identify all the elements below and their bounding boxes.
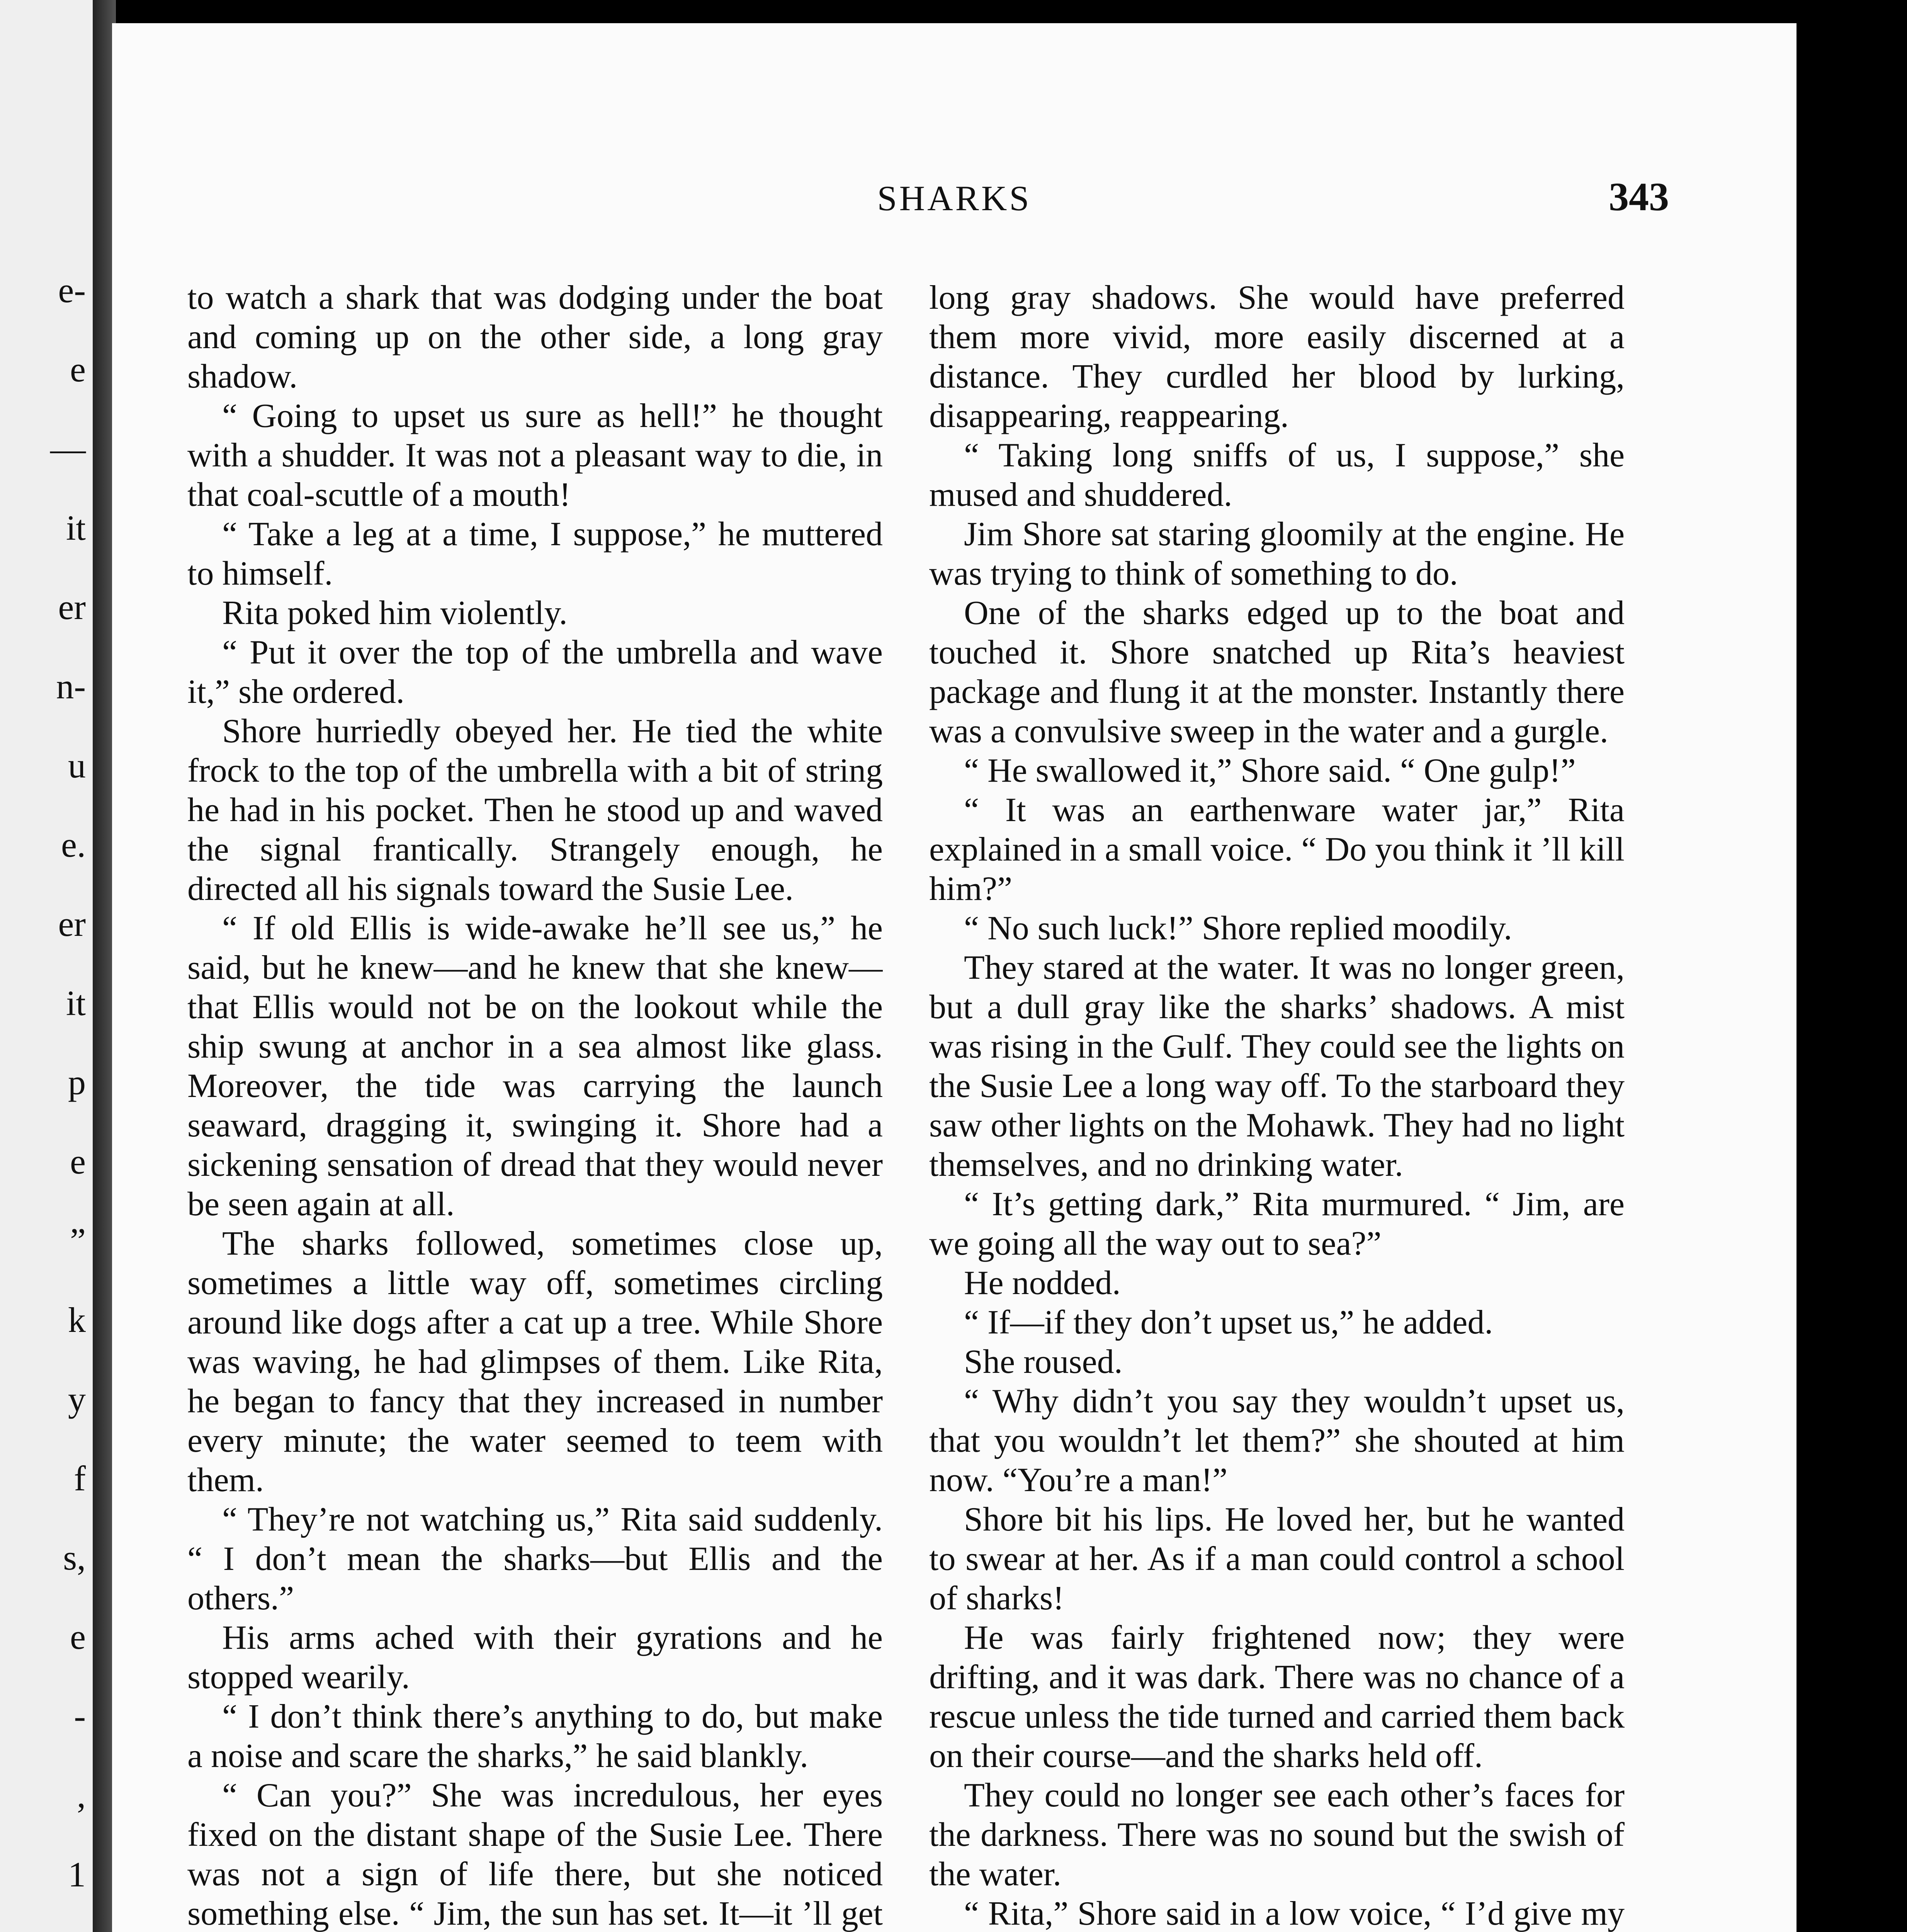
page-number: 343 bbox=[1609, 175, 1669, 219]
facing-page-fragment: e bbox=[70, 1142, 86, 1181]
facing-page-fragment: f bbox=[74, 1459, 86, 1498]
facing-page-fragment: e. bbox=[61, 825, 86, 864]
paragraph: “ I don’t think there’s anything to do, but make a noise and scare the sharks,” he said blankly. bbox=[187, 1698, 883, 1775]
paragraph: He nodded. bbox=[964, 1264, 1121, 1302]
facing-page-fragment: k bbox=[68, 1300, 86, 1340]
paragraph: The sharks followed, sometimes close up, sometimes a little way off, sometimes circling around like dogs after a cat up a tree. While Shore was waving, he had glimpses of them. Like Rita, he began to fancy that they increased in number every minute; the water seemed to teem with them. bbox=[187, 1225, 883, 1499]
facing-page-fragment: ” bbox=[70, 1221, 86, 1260]
facing-page-fragment: - bbox=[74, 1696, 86, 1736]
paragraph: “ Taking long sniffs of us, I suppose,” she mused and shuddered. bbox=[929, 437, 1625, 514]
facing-page-fragment: y bbox=[68, 1379, 86, 1419]
paragraph: “ They’re not watching us,” Rita said suddenly. “ I don’t mean the sharks—but Ellis and the others.” bbox=[187, 1501, 883, 1617]
paragraph: “ If—if they don’t upset us,” he added. bbox=[964, 1304, 1493, 1341]
running-head: SHARKS bbox=[877, 179, 1032, 218]
facing-page-fragment: e bbox=[70, 350, 86, 389]
paragraph: Shore bit his lips. He loved her, but he wanted to swear at her. As if a man could control a school of sharks! bbox=[929, 1501, 1625, 1617]
paragraph: “ Why didn’t you say they wouldn’t upset us, that you wouldn’t let them?” she shouted at him now. “You’re a man!” bbox=[929, 1383, 1625, 1499]
paragraph: He was fairly frightened now; they were drifting, and it was dark. There was no chance of a rescue unless the tide turned and carried them back on their course—and the sharks held off. bbox=[929, 1619, 1625, 1775]
right-column-paragraphs bbox=[929, 278, 1625, 1932]
paragraph: Rita poked him violently. bbox=[222, 594, 568, 632]
paragraph: “ It’s getting dark,” Rita murmured. “ Jim, are we going all the way out to sea?” bbox=[929, 1185, 1625, 1262]
facing-page-fragment: e bbox=[70, 1617, 86, 1656]
left-column bbox=[187, 278, 883, 1932]
facing-page-fragment: 1 bbox=[68, 1855, 86, 1894]
paragraph: to watch a shark that was dodging under the boat and coming up on the other side, a long gray shadow. bbox=[187, 279, 883, 395]
facing-page-fragment: p bbox=[68, 1063, 86, 1102]
paragraph: “ Can you?” She was incredulous, her eyes fixed on the distant shape of the Susie Lee. There was not a sign of life there, but she noticed something else. “ Jim, the sun has set. It—it ’ll get bbox=[187, 1777, 883, 1932]
facing-page-fragment: e- bbox=[58, 270, 86, 310]
paragraph: Jim Shore sat staring gloomily at the engine. He was trying to think of something to do. bbox=[929, 515, 1625, 592]
paragraph: One of the sharks edged up to the boat and touched it. Shore snatched up Rita’s heaviest package and flung it at the monster. Instantly there was a convulsive sweep in the water and a gurgle. bbox=[929, 594, 1625, 750]
paragraph: She roused. bbox=[964, 1343, 1123, 1381]
facing-page-fragment: n- bbox=[56, 667, 86, 706]
paragraph: “ It was an earthenware water jar,” Rita explained in a small voice. “ Do you think it ’ll kill him?” bbox=[929, 791, 1625, 908]
paragraph: long gray shadows. She would have preferred them more vivid, more easily discerned at a distance. They curdled her blood by lurking, disappearing, reappearing. bbox=[929, 279, 1625, 435]
paragraph: They stared at the water. It was no longer green, but a dull gray like the sharks’ shadows. A mist was rising in the Gulf. They could see the lights on the Susie Lee a long way off. To the starboard they saw other lights on the Mohawk. They had no light themselves, and no drinking water. bbox=[929, 949, 1625, 1184]
paragraph: “ Take a leg at a time, I suppose,” he muttered to himself. bbox=[187, 515, 883, 592]
facing-page-edge bbox=[0, 0, 93, 1932]
facing-page-fragment: s, bbox=[63, 1538, 86, 1577]
paragraph: “ Put it over the top of the umbrella and wave it,” she ordered. bbox=[187, 634, 883, 711]
facing-page-fragment: er bbox=[58, 587, 86, 627]
facing-page-fragment: it bbox=[66, 983, 86, 1023]
book-page bbox=[112, 23, 1797, 1932]
paragraph: “ If old Ellis is wide-awake he’ll see us,” he said, but he knew—and he knew that she knew—that Ellis would not be on the lookout while the ship swung at anchor in a sea almost like glass. Moreover, the tide was carrying the launch seaward, dragging it, swinging it. Shore had a sickening sensation of dread that they would never be seen again at all. bbox=[187, 910, 883, 1223]
paragraph: “ He swallowed it,” Shore said. “ One gulp!” bbox=[964, 752, 1576, 789]
paragraph: “ Going to upset us sure as hell!” he thought with a shudder. It was not a pleasant way to die, in that coal-scuttle of a mouth! bbox=[187, 397, 883, 514]
facing-page-fragment: — bbox=[50, 429, 86, 468]
facing-page-fragment: , bbox=[77, 1776, 86, 1815]
right-column bbox=[929, 278, 1625, 1932]
left-column-paragraphs bbox=[187, 278, 883, 1932]
facing-page-fragment: it bbox=[66, 508, 86, 548]
paragraph: “ No such luck!” Shore replied moodily. bbox=[964, 910, 1513, 947]
facing-page-fragment: u bbox=[68, 746, 86, 785]
facing-page-fragment: er bbox=[58, 904, 86, 944]
paragraph: Shore hurriedly obeyed her. He tied the white frock to the top of the umbrella with a bit of string he had in his pocket. Then he stood up and waved the signal frantically. Strangely enough, he directed all his signals toward the Susie Lee. bbox=[187, 713, 883, 908]
paragraph: His arms ached with their gyrations and he stopped wearily. bbox=[187, 1619, 883, 1696]
paragraph: They could no longer see each other’s faces for the darkness. There was no sound but the swish of the water. bbox=[929, 1777, 1625, 1893]
paragraph: “ Rita,” Shore said in a low voice, “ I’d give my bbox=[964, 1895, 1625, 1932]
